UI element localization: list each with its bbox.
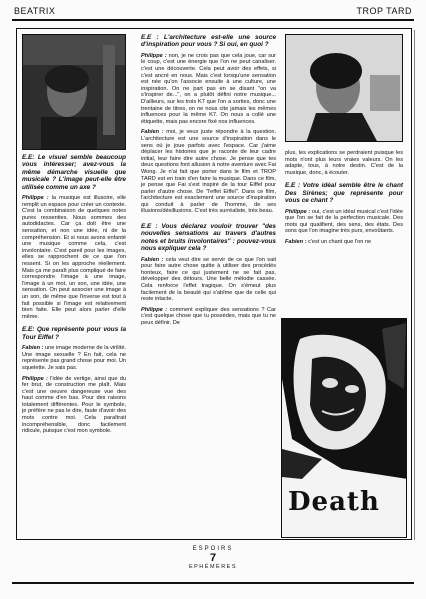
header-right: TROP TARD xyxy=(356,6,412,16)
answer-paragraph xyxy=(22,345,126,371)
column-3 xyxy=(285,150,403,320)
speaker-label: Philippe : xyxy=(141,52,167,59)
column-1 xyxy=(22,154,126,534)
answer-text: l'idée de vertige, ainsi que du fer brut, de construction me plaît. Mais c'est une oeuvre dangereuse vue des haut comme d'en bas. Pour des raisons totalement différentes. Pour le symbole, je préfère ne pas le dire, faute d'avoir des mots contre moi. Cela paraîtrait incompréhensible, donc facilement ridicule, puisque c'est mon symbole. xyxy=(22,375,126,435)
death-caption: Death xyxy=(288,487,380,517)
page-footer xyxy=(0,546,426,570)
answer-text: c'est un chant que l'on ne xyxy=(306,238,372,245)
answer-paragraph xyxy=(285,239,403,246)
death-illustration xyxy=(281,318,407,538)
answer-paragraph: plus, les explications se perdraient puisque les mots n'ont plus leurs vraies valeurs. On les adapte, tous, à notre destin. C'est de la musique, donc, à écouter. xyxy=(285,150,403,176)
speaker-label: Philippe : xyxy=(285,208,311,215)
portrait-photo-left xyxy=(22,34,126,150)
answer-paragraph xyxy=(141,129,276,215)
question-sensations: E.E : Vous déclarez vouloir trouver "des nouvelles sensations au travers d'autres notes et bruits involontaires" : pouvez-vous nous expliquer cela ? xyxy=(141,223,276,253)
answer-paragraph xyxy=(22,195,126,320)
speaker-label: Fabien : xyxy=(285,238,307,245)
question-eiffel: E.E: Que représente pour vous la Tour Eiffel ? xyxy=(22,326,126,341)
page-number: 7 xyxy=(209,552,217,564)
speaker-label: Fabien : xyxy=(141,129,164,136)
footer-rule xyxy=(12,582,414,584)
answer-text: moi, je veux juste répondre à la question. L'architecture est une source d'inspiration dans le sens où je joue parfois avec l'espace. Car j'aime déplacer les histoires que je raconte de leur cadre initial, leur faire dire autre chose. Je pense que tes deux questions font allusion à notre aventure avec Fai Wong. Je n'ai fait que porter dans le film et TROP TARD est en train d'en faire la musique. Dans ce film, je pense que Fai s'est inspiré de la tour Eiffel pour parler d'autre chose. De "l'effet Eiffel". Dans ce film, l'architecture est exactement une source d'inspiration qui conduit à parler de l'homme, de ses illusions/désillusions. C'est très surréaliste, très beau. xyxy=(141,129,276,215)
answer-text: la musique est illusoire, elle remplit un espace pour créer un contexte. C'est la combinaison de quelques notes pures ressenties. Nous sommes des autodidactes. Car ça doit être une sensation, et non une idée, ni de la compréhension. Et si nous avons enfanté une musique comme cela, c'est involontaire. C'est pareil pour les images, elles se rapprochent de ce que l'on ressent. Si on les approche réellement. Mais ça me paraît plus compliqué de faire correspondre l'image à une image, l'image à un mot, un son, une idée, une sensation. On peut associer une image à un son, de même que l'inverse est tout à fait possible si l'image est relativement bien faite. Elle peut alors parler d'elle même. xyxy=(22,195,126,320)
column-2 xyxy=(141,34,276,534)
question-architecture: E.E : L'architecture est-elle une source d'inspiration pour vous ? Si oui, en quoi ? xyxy=(141,34,276,49)
page-edge-line xyxy=(414,30,415,540)
answer-text: non, je ne crois pas que cela joue, car sur le coup, c'est une énergie que l'on ne peut canaliser. c'est une découverte. Cela peut avoir des effets, si c'est ancré en nous. Mais c'est lorsqu'une sensation est née qu'on l'associe ensuite à une culture, une inspiration. On ne part pas en se disant "on va s'inspirer de...", on a plutôt défini notre musique... D'ailleurs, sur les trois K7 que l'on a sorties, donc une trentaine de titres, on ne nous cite jamais les mêmes influences pour la même K7. On nous a collé une étiquette, mais pas encore fixé nos influences. xyxy=(141,52,276,125)
answer-paragraph xyxy=(22,376,126,435)
page-header xyxy=(14,6,412,18)
answer-text: cela veut dire se servir de ce que l'on sait pour faire autre chose quitte à utiliser des procédés honteux, faire ce qui justement ne se fait pas, développer des détours. Une belle mélodie cassée. Cela renforce l'effet tragique. On s'émeut plus facilement de la beauté qui s'abîme que de celle qui reste intacte. xyxy=(141,256,277,303)
speaker-label: Fabien : xyxy=(22,345,44,352)
answer-paragraph xyxy=(285,209,403,235)
answer-paragraph xyxy=(141,257,276,303)
answer-text: une image moderne de la virilité. Une image sexuelle ? En fait, cela ne représente pas grand chose pour moi. Un squelette. Je sais pas. xyxy=(22,345,126,371)
speaker-label: Fabien : xyxy=(141,256,164,263)
speaker-label: Philippe : xyxy=(141,306,168,313)
question-sirenes: E.E : Votre idéal semble être le chant Des Sirènes; que représente pour vous ce chant ? xyxy=(285,182,403,205)
footer-line-3: EPHÉMÈRES xyxy=(188,564,238,570)
speaker-label: Philippe : xyxy=(22,375,48,382)
answer-text: comment expliquer des sensations ? Car c'est quelque chose que tu possèdes, mais que tu ne peux définir. De xyxy=(141,306,277,327)
header-left: BEATRIX xyxy=(14,6,56,16)
speaker-label: Philippe : xyxy=(22,195,49,202)
header-rule xyxy=(12,19,414,21)
portrait-photo-right xyxy=(285,34,403,142)
answer-text: oui, c'est un idéal musical c'est l'idée que l'on se fait de la perfection musicale. Des mots qui qualifient, des sens, des états. Des sons que l'on imagine très purs, envoûtants. xyxy=(285,208,403,235)
footer-line-1: ESPOIRS xyxy=(192,546,234,552)
answer-paragraph xyxy=(141,53,276,126)
question-visual: E.E: Le visuel semble beaucoup vous intéresser; avez-vous la même démarche visuelle que musicale ? L'image peut-elle être utilisée comme un axe ? xyxy=(22,154,126,191)
answer-paragraph xyxy=(141,307,276,327)
